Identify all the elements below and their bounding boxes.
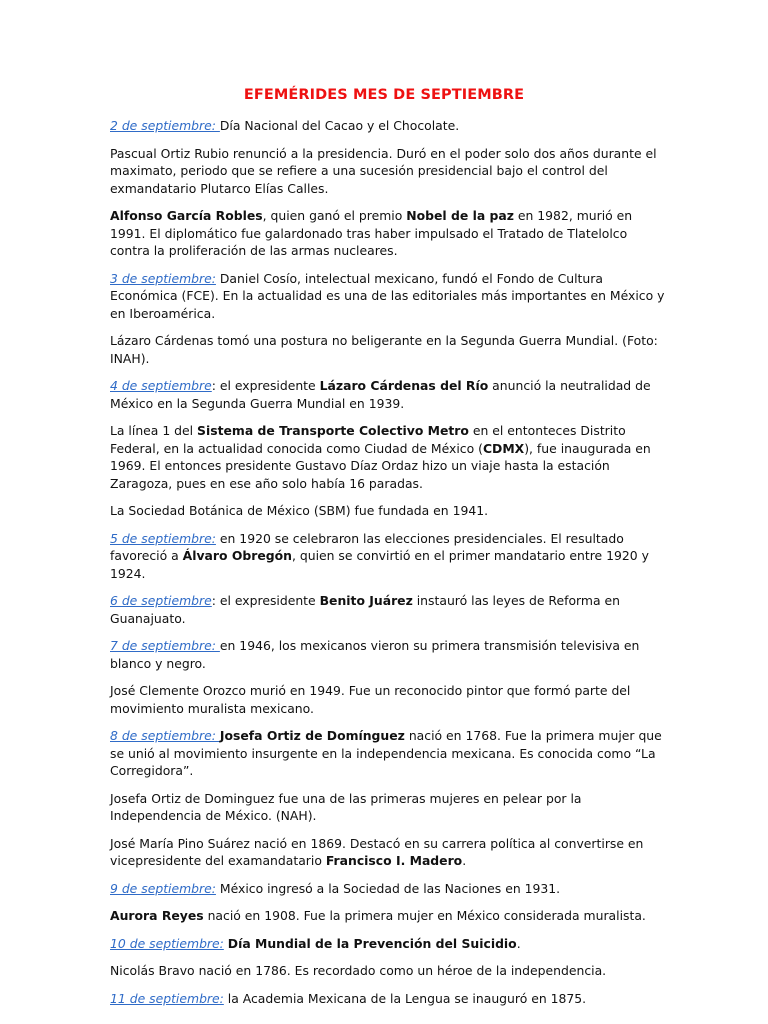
date-link[interactable]: 5 de septiembre:: [110, 530, 216, 546]
paragraph: [110, 727, 670, 780]
paragraph: [110, 332, 670, 367]
document-body: [110, 117, 670, 1017]
paragraph: [110, 530, 670, 583]
bold-text: Aurora Reyes: [110, 908, 204, 923]
bold-text: Día Mundial de la Prevención del Suicidio: [227, 935, 517, 951]
paragraph-text: : el expresidente: [211, 378, 320, 393]
paragraph-text: anunció la neutralidad de México en la Segunda Guerra Mundial en 1939.: [110, 378, 651, 411]
paragraph: [110, 502, 670, 520]
bold-text: Alfonso García Robles: [110, 208, 263, 223]
paragraph-text: Día Nacional del Cacao y el Chocolate.: [219, 118, 460, 133]
paragraph-text: , quien se convirtió en el primer mandatario entre 1920 y 1924.: [110, 548, 649, 581]
paragraph-text: Nicolás Bravo nació en 1786. Es recordado como un héroe de la independencia.: [110, 963, 607, 978]
paragraph: [110, 422, 670, 492]
paragraph-text: José María Pino Suárez nació en 1869. Destacó en su carrera política al convertirse en vicepresidente del examandatario: [110, 835, 644, 868]
paragraph-text: Josefa Ortiz de Dominguez fue una de las primeras mujeres en pelear por la Independencia de México. (NAH).: [110, 790, 582, 823]
paragraph-text: .: [462, 853, 467, 868]
paragraph-text: la Academia Mexicana de la Lengua se inauguró en 1875.: [223, 990, 587, 1006]
paragraph: [110, 962, 670, 980]
paragraph: [110, 990, 670, 1008]
paragraph: [110, 207, 670, 260]
paragraph-text: nació en 1908. Fue la primera mujer en México considerada muralista.: [203, 908, 646, 923]
paragraph-text: en 1946, los mexicanos vieron su primera transmisión televisiva en blanco y negro.: [110, 638, 640, 671]
bold-text: Sistema de Transporte Colectivo Metro: [197, 423, 469, 438]
paragraph-text: en 1982, murió en 1991. El diplomático fue galardonado tras haber impulsado el Tratado de Tlatelolco contra la proliferación de las armas nucleares.: [110, 208, 633, 258]
paragraph-text: La Sociedad Botánica de México (SBM) fue fundada en 1941.: [110, 503, 489, 518]
date-link[interactable]: 2 de septiembre:: [110, 118, 220, 133]
paragraph-text: , quien ganó el premio: [262, 208, 407, 223]
bold-text: Benito Juárez: [319, 593, 413, 608]
paragraph-text: instauró las leyes de Reforma en Guanajuato.: [110, 593, 620, 626]
paragraph: [110, 935, 670, 953]
paragraph: [110, 835, 670, 870]
bold-text: Álvaro Obregón: [182, 548, 292, 563]
paragraph-text: Daniel Cosío, intelectual mexicano, fundó el Fondo de Cultura Económica (FCE). En la actualidad es una de las editoriales más importantes en México y en Iberoamérica.: [110, 270, 665, 321]
paragraph: [110, 117, 670, 135]
bold-text: Lázaro Cárdenas del Río: [319, 378, 489, 393]
bold-text: CDMX: [482, 440, 525, 456]
paragraph: [110, 592, 670, 627]
paragraph-text: Lázaro Cárdenas tomó una postura no beligerante en la Segunda Guerra Mundial. (Foto: INAH).: [110, 333, 658, 366]
date-link[interactable]: 8 de septiembre:: [110, 728, 220, 743]
bold-text: Josefa Ortiz de Domínguez: [219, 728, 405, 743]
date-link[interactable]: 4 de septiembre: [110, 378, 212, 393]
date-link[interactable]: 7 de septiembre:: [110, 638, 220, 653]
date-link[interactable]: 6 de septiembre: [110, 593, 212, 608]
paragraph-text: .: [516, 935, 521, 951]
paragraph-text: en 1920 se celebraron las elecciones presidenciales. El resultado favoreció a: [110, 530, 624, 563]
paragraph: [110, 145, 670, 198]
paragraph-text: nació en 1768. Fue la primera mujer que se unió al movimiento insurgente en la independencia mexicana. Es conocida como “La Corregidora”.: [110, 728, 662, 778]
paragraph: [110, 880, 670, 898]
paragraph-text: José Clemente Orozco murió en 1949. Fue un reconocido pintor que formó parte del movimiento muralista mexicano.: [110, 683, 631, 716]
paragraph-text: en el entonteces Distrito Federal, en la actualidad conocida como Ciudad de México (: [110, 423, 626, 456]
paragraph-text: Pascual Ortiz Rubio renunció a la presidencia. Duró en el poder solo dos años durante el maximato, periodo que se refiere a una sucesión presidencial bajo el control del exmandatario Plutarco Elías Calles.: [110, 145, 657, 196]
date-link[interactable]: 11 de septiembre:: [110, 990, 224, 1006]
paragraph: [110, 790, 670, 825]
date-link[interactable]: 9 de septiembre:: [110, 880, 216, 896]
bold-text: Francisco I. Madero: [325, 853, 463, 868]
date-link[interactable]: 3 de septiembre:: [110, 270, 216, 286]
paragraph-text: ), fue inaugurada en 1969. El entonces presidente Gustavo Díaz Ordaz hizo un viaje hasta la estación Zaragoza, pues en ese año solo había 16 paradas.: [110, 440, 651, 491]
paragraph: [110, 270, 670, 323]
paragraph: [110, 682, 670, 717]
date-link[interactable]: 10 de septiembre:: [110, 935, 224, 951]
paragraph: [110, 907, 670, 925]
paragraph-text: : el expresidente: [211, 593, 320, 608]
page-title: EFEMÉRIDES MES DE SEPTIEMBRE: [243, 87, 525, 103]
bold-text: Nobel de la paz: [406, 208, 514, 223]
paragraph-text: México ingresó a la Sociedad de las Naciones en 1931.: [215, 880, 561, 896]
paragraph-text: La línea 1 del: [110, 423, 198, 438]
paragraph: [110, 377, 670, 412]
paragraph: [110, 637, 670, 672]
